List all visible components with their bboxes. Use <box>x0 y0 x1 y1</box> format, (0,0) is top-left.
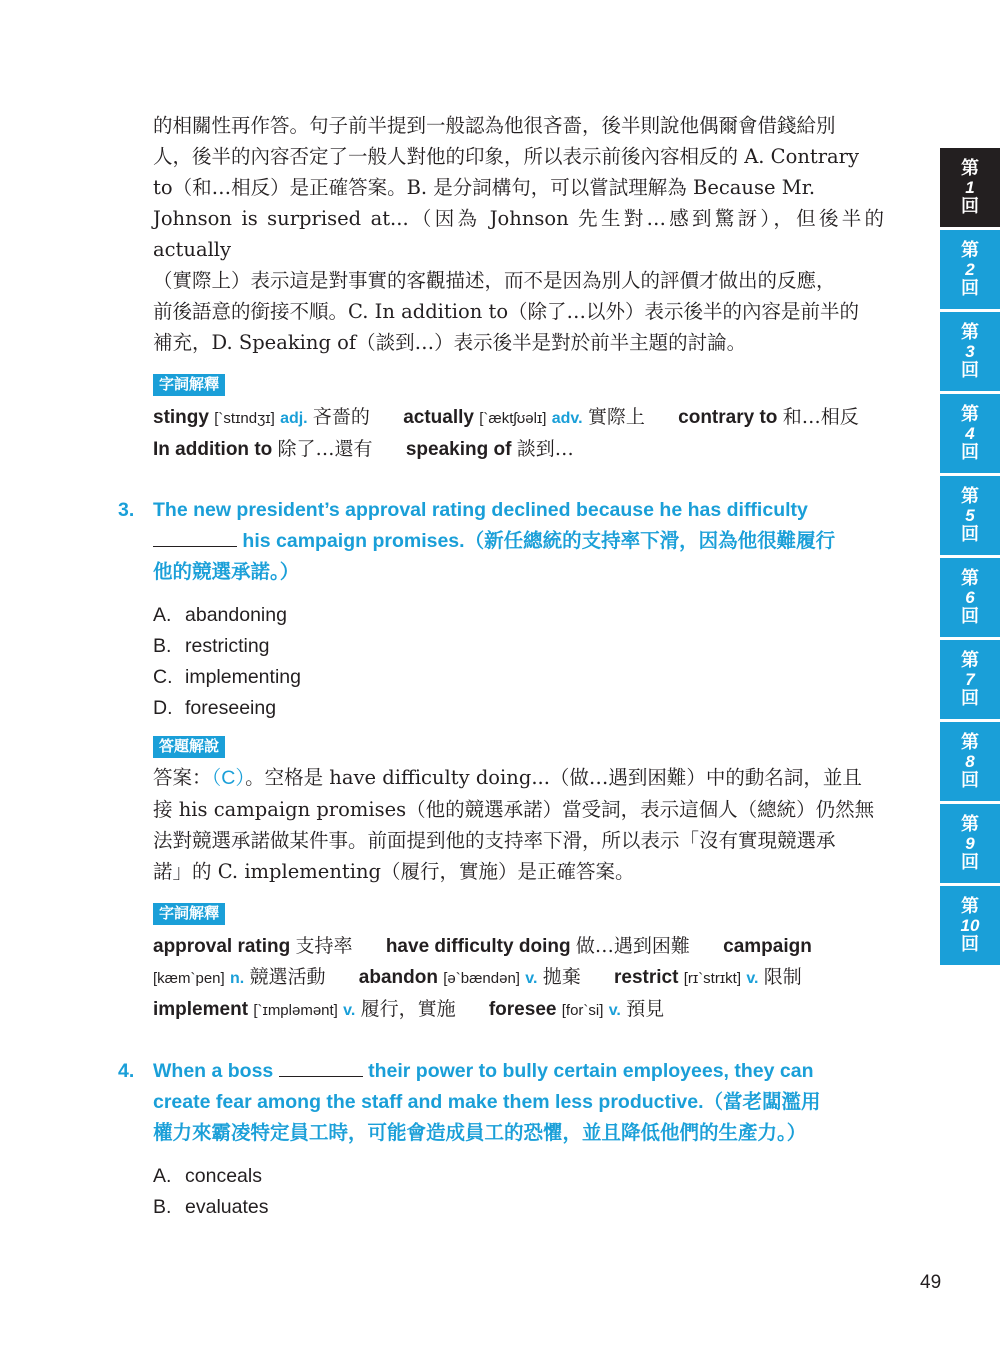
option-letter: A. <box>153 604 172 626</box>
answer-value: （C） <box>211 767 246 789</box>
vocab-meaning: 做…遇到困難 <box>575 935 690 957</box>
vocab-meaning: 競選活動 <box>249 966 326 988</box>
vocab-tag: 字詞解釋 <box>153 903 225 925</box>
tab-round-6[interactable] <box>940 558 1000 637</box>
tab-suffix: 回 <box>961 852 979 872</box>
tab-label: 第 <box>961 404 979 424</box>
vocab-ipa: [kæm`pen] <box>153 970 225 987</box>
tab-number: 7 <box>965 670 975 689</box>
text-line: to（和…相反）是正確答案。B. 是分詞構句，可以嘗試理解為 Because Mr. <box>153 176 816 199</box>
question-number: 4. <box>118 1060 135 1082</box>
vocab-meaning: 預見 <box>626 998 665 1020</box>
option-a <box>153 600 884 631</box>
answer-blank <box>279 1058 363 1077</box>
question-number: 3. <box>118 499 135 521</box>
vocab-pos: adv. <box>551 410 583 427</box>
option-text: conceals <box>185 1165 262 1187</box>
tab-suffix: 回 <box>961 196 979 216</box>
vocab-list <box>153 931 884 1026</box>
q4-options <box>153 1161 884 1223</box>
text-line <box>153 762 884 794</box>
tab-round-4[interactable] <box>940 394 1000 473</box>
vocab-pos: v. <box>608 1002 621 1019</box>
tab-label: 第 <box>961 568 979 588</box>
vocab-ipa: [for`si] <box>561 1002 604 1019</box>
tab-round-3[interactable] <box>940 312 1000 391</box>
vocab-word: contrary to <box>678 407 778 428</box>
tab-number: 6 <box>965 588 975 607</box>
vocab-meaning: 支持率 <box>295 935 353 957</box>
tab-round-9[interactable] <box>940 804 1000 883</box>
question-text-part: When a boss <box>153 1060 279 1082</box>
tab-number: 10 <box>960 916 980 935</box>
tab-label: 第 <box>961 322 979 342</box>
text-line: Johnson is surprised at...（因為 Johnson 先生對…感到驚訝），但後半的 actually <box>153 207 884 261</box>
tab-number: 2 <box>965 260 975 279</box>
vocab-ipa: [ə`bændən] <box>443 970 520 987</box>
tab-label: 第 <box>961 814 979 834</box>
answer-explanation <box>153 762 884 887</box>
vocab-pos: v. <box>343 1002 356 1019</box>
answer-blank <box>153 528 237 547</box>
question-text-part: create fear among the staff and make them less productive.（當老闆濫用 <box>153 1091 821 1113</box>
vocab-pos: v. <box>746 970 759 987</box>
option-b <box>153 631 884 662</box>
vocab-ipa: [`ɪmpləmənt] <box>253 1002 338 1019</box>
text-line: 人，後半的內容否定了一般人對他的印象，所以表示前後內容相反的 A. Contrary <box>153 145 860 168</box>
question-text-part: 他的競選承諾。） <box>153 561 300 583</box>
tab-suffix: 回 <box>961 360 979 380</box>
tab-suffix: 回 <box>961 278 979 298</box>
tab-round-10[interactable] <box>940 886 1000 965</box>
q3-options <box>153 600 884 724</box>
tab-round-5[interactable] <box>940 476 1000 555</box>
tab-round-7[interactable] <box>940 640 1000 719</box>
vocab-pos: adj. <box>280 410 308 427</box>
vocab-ipa: [`æktʃʊəlɪ] <box>479 410 547 427</box>
tab-suffix: 回 <box>961 934 979 954</box>
tab-number: 5 <box>965 506 975 525</box>
vocab-word: campaign <box>723 936 812 957</box>
vocab-meaning: 除了…還有 <box>277 438 373 460</box>
option-b <box>153 1192 884 1223</box>
vocab-list <box>153 402 884 465</box>
question-4 <box>118 1056 884 1149</box>
tab-label: 第 <box>961 158 979 178</box>
tab-suffix: 回 <box>961 524 979 544</box>
text-line: 接 his campaign promises（他的競選承諾）當受詞，表示這個人（總統）仍然無 <box>153 798 875 821</box>
tab-number: 9 <box>965 834 975 853</box>
option-c <box>153 662 884 693</box>
tab-round-2[interactable] <box>940 230 1000 309</box>
tab-suffix: 回 <box>961 606 979 626</box>
tab-suffix: 回 <box>961 442 979 462</box>
vocab-tag: 字詞解釋 <box>153 374 225 396</box>
page-number: 49 <box>920 1272 942 1293</box>
vocab-word: approval rating <box>153 936 291 957</box>
question-text <box>153 495 884 588</box>
tab-round-8[interactable] <box>940 722 1000 801</box>
explanation-paragraph <box>153 110 884 358</box>
question-text-part: their power to bully certain employees, they can <box>362 1060 814 1082</box>
vocab-meaning: 履行，實施 <box>360 998 456 1020</box>
vocab-pos: n. <box>229 970 245 987</box>
vocab-word: stingy <box>153 407 209 428</box>
option-letter: B. <box>153 635 172 657</box>
vocab-word: implement <box>153 999 249 1020</box>
tab-number: 8 <box>965 752 975 771</box>
question-text-part: The new president’s approval rating declined because he has difficulty <box>153 499 808 521</box>
text-line: 前後語意的銜接不順。C. In addition to（除了…以外）表示後半的內容是前半的 <box>153 300 860 323</box>
tab-label: 第 <box>961 732 979 752</box>
vocab-word: In addition to <box>153 439 273 460</box>
option-letter: D. <box>153 697 173 719</box>
vocab-word: abandon <box>358 967 438 988</box>
option-letter: B. <box>153 1196 172 1218</box>
vocab-word: speaking of <box>405 439 512 460</box>
text-part: 。空格是 have difficulty doing...（做…遇到困難）中的動名詞，並且 <box>245 766 862 789</box>
vocab-word: foresee <box>488 999 557 1020</box>
question-text-part: his campaign promises.（新任總統的支持率下滑，因為他很難履行 <box>237 530 836 552</box>
answer-prefix: 答案： <box>153 766 212 789</box>
vocab-meaning: 吝嗇的 <box>312 406 370 428</box>
tab-suffix: 回 <box>961 770 979 790</box>
tab-number: 1 <box>965 178 975 197</box>
page-content <box>118 110 884 1223</box>
text-line: 法對競選承諾做某件事。前面提到他的支持率下滑，所以表示「沒有實現競選承 <box>153 829 836 852</box>
option-letter: C. <box>153 666 173 688</box>
vocab-meaning: 實際上 <box>587 406 645 428</box>
text-line: （實際上）表示這是對事實的客觀描述，而不是因為別人的評價才做出的反應， <box>153 269 836 292</box>
vocab-meaning: 和…相反 <box>782 406 859 428</box>
vocab-ipa: [`stɪndʒɪ] <box>214 410 275 427</box>
round-tabs <box>940 148 1000 968</box>
vocab-ipa: [rɪ`strɪkt] <box>683 970 742 987</box>
question-3 <box>118 495 884 588</box>
tab-label: 第 <box>961 896 979 916</box>
question-text-part: 權力來霸凌特定員工時，可能會造成員工的恐懼，並且降低他們的生產力。） <box>153 1122 807 1144</box>
explain-tag: 答題解說 <box>153 736 225 758</box>
tab-label: 第 <box>961 486 979 506</box>
option-text: abandoning <box>185 604 287 626</box>
option-d <box>153 693 884 724</box>
option-text: restricting <box>185 635 270 657</box>
vocab-word: actually <box>403 407 474 428</box>
vocab-word: restrict <box>613 967 679 988</box>
tab-round-1[interactable] <box>940 148 1000 227</box>
tab-number: 3 <box>965 342 975 361</box>
text-line: 補充，D. Speaking of（談到…）表示後半是對於前半主題的討論。 <box>153 331 747 354</box>
text-line: 諾」的 C. implementing（履行，實施）是正確答案。 <box>153 860 635 883</box>
tab-label: 第 <box>961 240 979 260</box>
option-letter: A. <box>153 1165 172 1187</box>
option-text: foreseeing <box>185 697 277 719</box>
vocab-word: have difficulty doing <box>385 936 571 957</box>
vocab-meaning: 談到… <box>516 438 574 460</box>
option-text: implementing <box>185 666 301 688</box>
option-text: evaluates <box>185 1196 269 1218</box>
vocab-meaning: 限制 <box>763 966 802 988</box>
tab-suffix: 回 <box>961 688 979 708</box>
vocab-pos: v. <box>525 970 538 987</box>
tab-label: 第 <box>961 650 979 670</box>
vocab-meaning: 拋棄 <box>542 966 581 988</box>
text-line: 的相關性再作答。句子前半提到一般認為他很吝嗇，後半則說他偶爾會借錢給別 <box>153 114 836 137</box>
option-a <box>153 1161 884 1192</box>
tab-number: 4 <box>965 424 975 443</box>
question-text <box>153 1056 884 1149</box>
